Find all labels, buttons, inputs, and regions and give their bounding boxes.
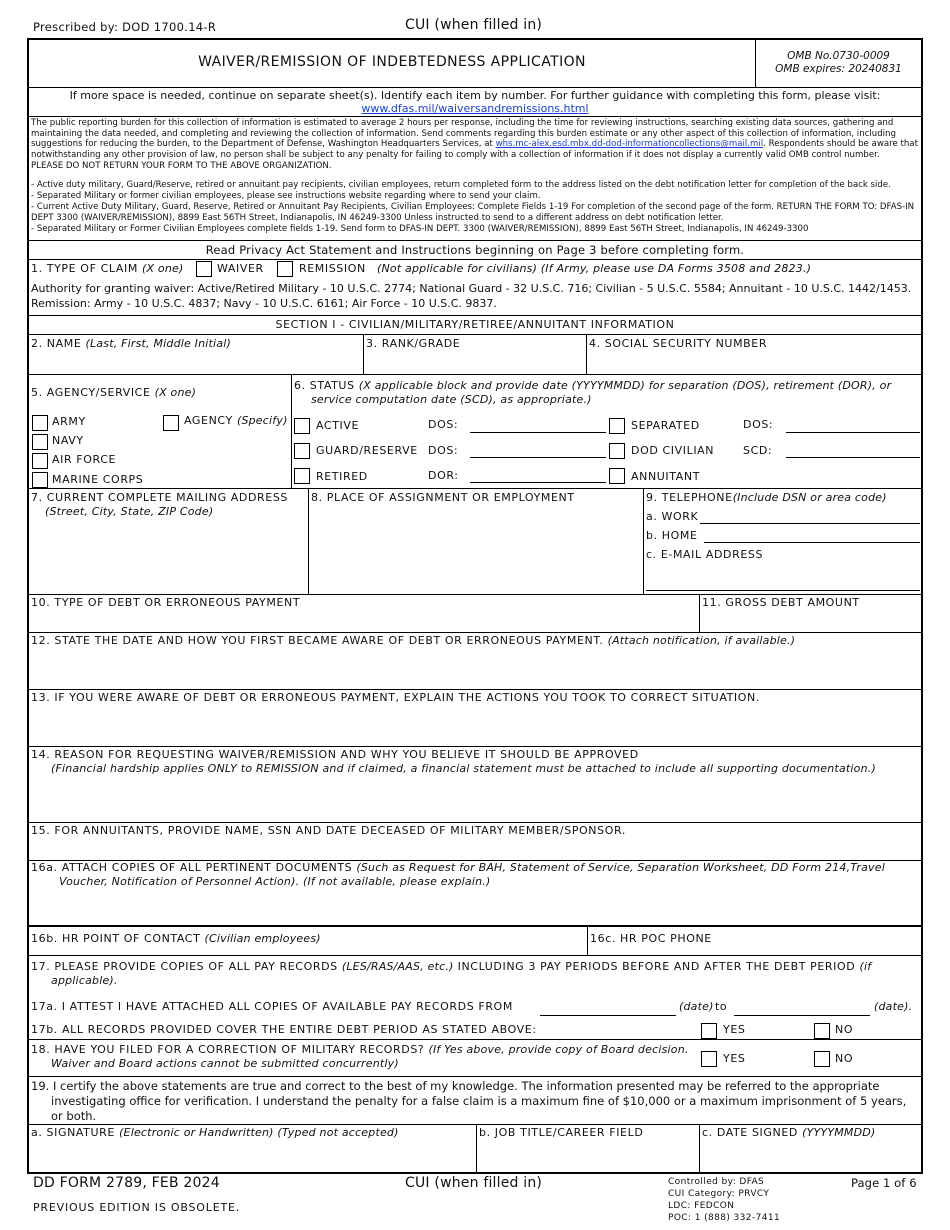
annuitant-info-field[interactable] — [29, 838, 921, 859]
documents-row — [29, 861, 921, 927]
retired-checkbox[interactable] — [294, 468, 310, 484]
email-field[interactable] — [646, 565, 920, 591]
privacy-notice: Read Privacy Act Statement and Instructions beginning on Page 3 before completing form. — [205, 243, 745, 257]
prescribed-by: Prescribed by: DOD 1700.14-R — [33, 20, 217, 34]
pay-records-row — [29, 956, 921, 1040]
correction-no-label: NO — [835, 1052, 854, 1065]
name-row — [29, 335, 921, 375]
separated-checkbox[interactable] — [609, 418, 625, 434]
date-signed-label: c. DATE SIGNED (YYYYMMDD) — [702, 1126, 876, 1139]
certification-line-3: or both. — [51, 1109, 97, 1123]
guidance-text: If more space is needed, continue on separate sheet(s). Identify each item by number. For further guidance with completing this form, please visit: — [69, 89, 881, 102]
reason-label: 14. REASON FOR REQUESTING WAIVER/REMISSION AND WHY YOU BELIEVE IT SHOULD BE APPROVED — [31, 748, 639, 761]
signature-field[interactable] — [29, 1139, 476, 1171]
separated-dos-field[interactable] — [786, 421, 920, 433]
air-force-checkbox[interactable] — [32, 453, 48, 469]
certification-line-1: 19. I certify the above statements are true and correct to the best of my knowledge. The information presented may be referred to the appropriate — [31, 1079, 880, 1093]
pay-records-label: 17. PLEASE PROVIDE COPIES OF ALL PAY RECORDS (LES/RAS/AAS, etc.) INCLUDING 3 PAY PERIODS BEFORE AND AFTER THE DEBT PERIOD (if — [31, 960, 872, 973]
burden-bullet-2: - Separated Military or former civilian employees, please see instructions website regarding where to send your claim. — [31, 191, 541, 201]
name-field[interactable] — [29, 349, 363, 373]
work-phone-label: a. WORK — [646, 510, 699, 523]
annuitant-label: ANNUITANT — [631, 470, 701, 483]
documents-field[interactable] — [29, 891, 921, 925]
burden-bullet-1: - Active duty military, Guard/Reserve, retired or annuitant pay recipients, civilian employees, return completed form to the address listed on the debt notification letter for completion of the back side. — [31, 180, 891, 190]
attest-label: 17a. I ATTEST I HAVE ATTACHED ALL COPIES OF AVAILABLE PAY RECORDS FROM — [31, 1000, 513, 1013]
active-checkbox[interactable] — [294, 418, 310, 434]
signature-row — [29, 1125, 921, 1172]
dod-civilian-label: DOD CIVILIAN — [631, 444, 715, 457]
navy-checkbox[interactable] — [32, 434, 48, 450]
rank-grade-label: 3. RANK/GRADE — [366, 337, 461, 350]
attest-to-date-field[interactable] — [734, 1002, 870, 1016]
guidance-link[interactable]: www.dfas.mil/waiversandremissions.html — [361, 102, 589, 115]
job-title-label: b. JOB TITLE/CAREER FIELD — [479, 1126, 644, 1139]
guard-dos-label: DOS: — [428, 444, 459, 457]
mailing-address-hint: (Street, City, State, ZIP Code) — [45, 505, 214, 518]
debt-type-row — [29, 595, 921, 633]
retired-dor-label: DOR: — [428, 469, 459, 482]
privacy-row — [29, 241, 921, 260]
mailing-address-label: 7. CURRENT COMPLETE MAILING ADDRESS — [31, 491, 289, 504]
authority-waiver: Authority for granting waiver: Active/Retired Military - 10 U.S.C. 2774; National Guard - 32 U.S.C. 716; Civilian - 5 U.S.C. 5584; Annuitant - 10 U.S.C. 1442/1453. — [31, 282, 912, 295]
ssn-label: 4. SOCIAL SECURITY NUMBER — [589, 337, 768, 350]
attest-to: to — [715, 1000, 728, 1013]
remission-checkbox[interactable] — [277, 261, 293, 277]
navy-label: NAVY — [52, 434, 84, 447]
omb-expires: OMB expires: 20240831 — [775, 63, 902, 75]
job-title-field[interactable] — [477, 1139, 699, 1171]
annuitant-info-row — [29, 823, 921, 861]
ldc: LDC: FEDCON — [668, 1201, 735, 1211]
burden-paragraph: The public reporting burden for this collection of information is estimated to average 2 hours per response, including the time for reviewing instructions, searching existing data sources, gathering and maintaining the data needed, and completing and reviewing the collection of information. Send comments regarding this burden estimate or any other aspect of this collection of information, including suggestions for reducing the burden, to the Department of Defense, Washington Headquarters Services, at whs.mc-alex.esd.mbx.dd-dod-informationcollections@mail.mil. Respondents should be aware that notwithstanding any other provision of law, no person shall be subject to any penalty for failing to comply with a collection of information if it does not display a currently valid OMB control number. — [31, 118, 918, 160]
retired-dor-field[interactable] — [470, 471, 606, 483]
ssn-field[interactable] — [587, 349, 921, 373]
correction-yes-checkbox[interactable] — [701, 1051, 717, 1067]
section-1-title: SECTION I - CIVILIAN/MILITARY/RETIREE/ANNUITANT INFORMATION — [275, 318, 675, 331]
claim-note: (Not applicable for civilians) (If Army, please use DA Forms 3508 and 2823.) — [377, 262, 812, 275]
marine-corps-checkbox[interactable] — [32, 472, 48, 488]
gross-debt-label: 11. GROSS DEBT AMOUNT — [702, 596, 860, 609]
date-signed-field[interactable] — [700, 1139, 921, 1171]
active-label: ACTIVE — [316, 419, 360, 432]
burden-do-not-return: PLEASE DO NOT RETURN YOUR FORM TO THE ABOVE ORGANIZATION. — [31, 161, 332, 171]
dod-civilian-scd-label: SCD: — [743, 444, 773, 457]
certification-row — [29, 1077, 921, 1125]
dod-civilian-scd-field[interactable] — [786, 446, 920, 458]
records-cover-yes-label: YES — [723, 1023, 746, 1036]
controlled-by: Controlled by: DFAS — [668, 1177, 765, 1187]
documents-label: 16a. ATTACH COPIES OF ALL PERTINENT DOCUMENTS (Such as Request for BAH, Statement of Service, Separation Worksheet, DD Form 214,Travel — [31, 861, 885, 874]
burden-bullet-3: - Current Active Duty Military, Guard, Reserve, Retired or Annuitant Pay Recipients, Civilian Employees: Complete Fields 1-19 For completion of the second page of the form. RETURN THE FORM TO: DFAS-IN DEPT 3300 (WAIVER/REMISSION), 8899 East 56TH Street, Indianapolis, IN 46249-3300 Unless instructed to send to a different address on debt notification letter. — [31, 202, 915, 223]
assignment-label: 8. PLACE OF ASSIGNMENT OR EMPLOYMENT — [311, 491, 575, 504]
mailing-address-field[interactable] — [29, 519, 308, 593]
aware-date-row — [29, 633, 921, 690]
correction-yes-label: YES — [723, 1052, 746, 1065]
aware-date-field[interactable] — [29, 648, 921, 688]
assignment-field[interactable] — [309, 505, 643, 593]
signature-label: a. SIGNATURE (Electronic or Handwritten) (Typed not accepted) — [31, 1126, 399, 1139]
correction-hint: Waiver and Board actions cannot be submitted concurrently) — [51, 1057, 399, 1070]
cui-banner-top: CUI (when filled in) — [405, 17, 543, 33]
actions-row — [29, 690, 921, 747]
claim-label: 1. TYPE OF CLAIM — [31, 262, 138, 275]
guard-dos-field[interactable] — [470, 446, 606, 458]
hr-contact-row — [29, 927, 921, 956]
correction-row — [29, 1040, 921, 1077]
records-cover-label: 17b. ALL RECORDS PROVIDED COVER THE ENTIRE DEBT PERIOD AS STATED ABOVE: — [31, 1023, 537, 1036]
actions-label: 13. IF YOU WERE AWARE OF DEBT OR ERRONEOUS PAYMENT, EXPLAIN THE ACTIONS YOU TOOK TO CORRECT SITUATION. — [31, 691, 760, 704]
home-phone-label: b. HOME — [646, 529, 698, 542]
guard-reserve-checkbox[interactable] — [294, 443, 310, 459]
agency-checkbox[interactable] — [163, 415, 179, 431]
air-force-label: AIR FORCE — [52, 453, 117, 466]
records-cover-yes-checkbox[interactable] — [701, 1023, 717, 1039]
home-phone-field[interactable] — [704, 529, 920, 543]
actions-field[interactable] — [29, 705, 921, 745]
attest-from-date-field[interactable] — [540, 1002, 676, 1016]
status-hint: service computation date (SCD), as appropriate.) — [311, 393, 592, 406]
separated-dos-label: DOS: — [743, 418, 774, 431]
claim-row — [29, 260, 921, 316]
retired-label: RETIRED — [316, 470, 368, 483]
rank-grade-field[interactable] — [364, 349, 586, 373]
cui-category: CUI Category: PRVCY — [668, 1189, 770, 1199]
form-id: DD FORM 2789, FEB 2024 — [33, 1175, 220, 1191]
attest-date-hint-2: (date). — [874, 1000, 913, 1013]
separated-label: SEPARATED — [631, 419, 700, 432]
poc-phone: POC: 1 (888) 332-7411 — [668, 1213, 781, 1223]
active-dos-label: DOS: — [428, 418, 459, 431]
guard-reserve-label: GUARD/RESERVE — [316, 444, 418, 457]
annuitant-checkbox[interactable] — [609, 468, 625, 484]
records-cover-no-checkbox[interactable] — [814, 1023, 830, 1039]
form-container — [27, 38, 923, 1174]
title-row — [29, 40, 921, 88]
aware-date-label: 12. STATE THE DATE AND HOW YOU FIRST BECAME AWARE OF DEBT OR ERRONEOUS PAYMENT. (Attach notification, if available.) — [31, 634, 796, 647]
telephone-label: 9. TELEPHONE(Include DSN or area code) — [646, 491, 887, 504]
agency-label: 5. AGENCY/SERVICE (X one) — [31, 386, 197, 399]
hr-phone-label: 16c. HR POC PHONE — [590, 932, 712, 945]
claim-x-one: (X one) — [142, 262, 184, 275]
reason-row — [29, 747, 921, 823]
burden-email-link[interactable]: whs.mc-alex.esd.mbx.dd-dod-informationcollections@mail.mil — [495, 139, 764, 150]
agency-status-row — [29, 375, 921, 489]
agency-specify-label: AGENCY (Specify) — [184, 414, 288, 427]
name-label: 2. NAME (Last, First, Middle Initial) — [31, 337, 232, 350]
hr-contact-label: 16b. HR POINT OF CONTACT (Civilian employees) — [31, 932, 321, 945]
debt-type-label: 10. TYPE OF DEBT OR ERRONEOUS PAYMENT — [31, 596, 301, 609]
marine-corps-label: MARINE CORPS — [52, 473, 144, 486]
army-checkbox[interactable] — [32, 415, 48, 431]
work-phone-field[interactable] — [700, 510, 920, 524]
waiver-checkbox[interactable] — [196, 261, 212, 277]
correction-label: 18. HAVE YOU FILED FOR A CORRECTION OF MILITARY RECORDS? (If Yes above, provide copy of Board decision. — [31, 1043, 689, 1056]
reason-hint: (Financial hardship applies ONLY to REMISSION and if claimed, a financial statement must be attached to include all supporting documentation.) — [51, 762, 876, 775]
omb-number: OMB No.0730-0009 — [787, 50, 890, 62]
email-label: c. E-MAIL ADDRESS — [646, 548, 764, 561]
burden-bullet-4: - Separated Military or Former Civilian Employees complete fields 1-19. Send form to DFAS-IN DEPT. 3300 (WAIVER/REMISSION), 8899 East 56TH Street, Indianapolis, IN 46249-3300 — [31, 224, 809, 234]
cui-banner-bottom: CUI (when filled in) — [405, 1175, 543, 1191]
status-label: 6. STATUS (X applicable block and provide date (YYYYMMDD) for separation (DOS), retirement (DOR), or — [294, 379, 892, 392]
debt-type-field[interactable] — [29, 609, 699, 631]
active-dos-field[interactable] — [470, 421, 606, 433]
form-title: WAIVER/REMISSION OF INDEBTEDNESS APPLICATION — [198, 54, 586, 70]
authority-remission: Remission: Army - 10 U.S.C. 4837; Navy - 10 U.S.C. 6161; Air Force - 10 U.S.C. 9837. — [31, 297, 497, 310]
correction-no-checkbox[interactable] — [814, 1051, 830, 1067]
page-number: Page 1 of 6 — [851, 1176, 917, 1190]
guidance-row — [29, 88, 921, 117]
army-label: ARMY — [52, 415, 86, 428]
documents-hint: Voucher, Notification of Personnel Action). (If not available, please explain.) — [59, 875, 491, 888]
pay-records-hint: applicable). — [51, 974, 118, 987]
certification-line-2: investigating office for verification. I understand the penalty for a false claim is a maximum fine of $10,000 or a maximum imprisonment of 5 years, — [51, 1094, 907, 1108]
section-1-header — [29, 316, 921, 335]
attest-date-hint-1: (date) — [679, 1000, 714, 1013]
address-row — [29, 489, 921, 595]
obsolete-notice: PREVIOUS EDITION IS OBSOLETE. — [33, 1201, 241, 1214]
gross-debt-field[interactable] — [700, 609, 921, 631]
records-cover-no-label: NO — [835, 1023, 854, 1036]
remission-label: REMISSION — [299, 262, 366, 275]
annuitant-info-label: 15. FOR ANNUITANTS, PROVIDE NAME, SSN AND DATE DECEASED OF MILITARY MEMBER/SPONSOR. — [31, 824, 626, 837]
dod-civilian-checkbox[interactable] — [609, 443, 625, 459]
reason-field[interactable] — [29, 777, 921, 821]
waiver-label: WAIVER — [217, 262, 264, 275]
burden-row — [29, 117, 921, 241]
